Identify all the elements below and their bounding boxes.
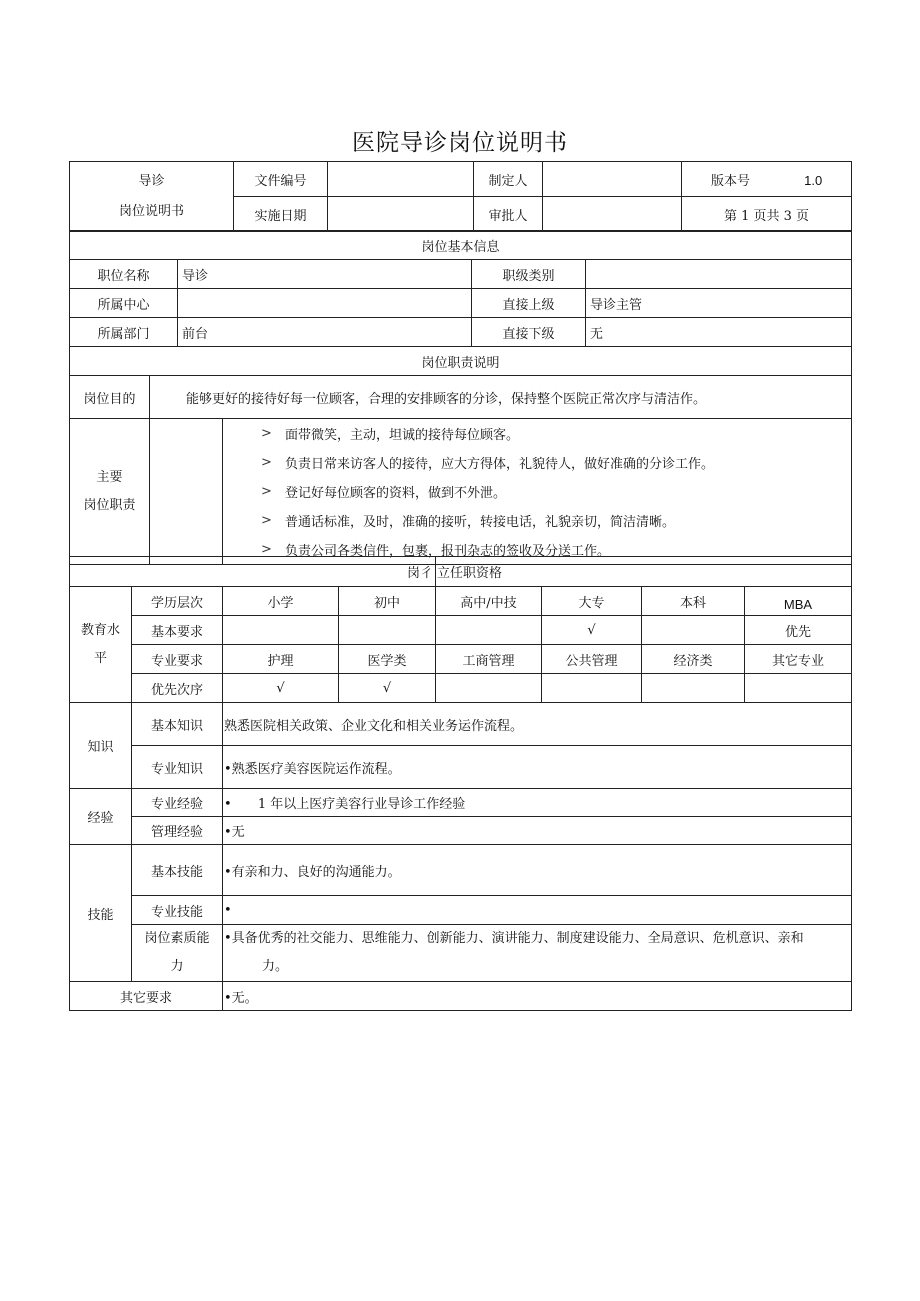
other-value: •无。 [223,982,852,1011]
pro-skill-label: 专业技能 [132,896,223,925]
quality-line-1: •具备优秀的社交能力、思维能力、创新能力、演讲能力、制度建设能力、全局意识、危机意识、亲和 [224,931,804,946]
header-doc-type: 岗位说明书 [118,203,184,219]
duties-title: 岗位职责说明 [70,347,852,376]
date-value [328,197,474,232]
major-cell: 护理 [223,645,339,674]
main-duties-spacer [150,419,223,565]
quality-label-2: 力 [170,959,184,974]
priority-cell [542,674,642,703]
quality-label [132,925,223,982]
duty-text: 负责公司各类信件，包裹，报刊杂志的签收及分送工作。 [285,544,611,559]
basic-skill-value: •有亲和力、良好的沟通能力。 [223,845,852,896]
subordinate-value: 无 [586,318,852,347]
mgmt-exp-label: 管理经验 [132,817,223,845]
duty-item [225,448,849,477]
basic-req-cell [436,616,542,645]
duty-item [225,419,849,448]
quality-label-1: 岗位素质能 [144,931,210,946]
author-label: 制定人 [474,162,543,197]
duties-table [69,346,852,565]
skills-label: 技能 [70,845,132,982]
author-value [543,162,682,197]
main-duties-label [70,419,150,565]
job-name-label: 职位名称 [70,260,178,289]
major-cell: 经济类 [642,645,745,674]
duty-text: 普通话标准，及时，准确的接听，转接电话，礼貌亲切，简洁清晰。 [285,515,676,530]
dept-label: 所属部门 [70,318,178,347]
basic-knowledge-label: 基本知识 [132,703,223,746]
education-table [69,586,852,703]
bullet-arrow-icon: > [261,484,272,499]
subordinate-label: 直接下级 [472,318,586,347]
basic-req-cell [339,616,436,645]
pro-skill-value: • [223,896,852,925]
bullet-arrow-icon: > [261,513,272,528]
superior-label: 直接上级 [472,289,586,318]
major-label: 专业要求 [132,645,223,674]
duty-item [225,477,849,506]
duty-item [225,506,849,535]
education-label [70,587,132,703]
level-cell: 高中/中技 [436,587,542,616]
basic-knowledge-value: 熟悉医院相关政策、企业文化和相关业务运作流程。 [223,703,852,746]
approver-label: 审批人 [474,197,543,232]
center-value [178,289,472,318]
pro-knowledge-label: 专业知识 [132,746,223,789]
quality-value [223,925,852,982]
duty-list [223,419,852,565]
priority-cell: √ [339,674,436,703]
dept-value: 前台 [178,318,472,347]
basic-info-title: 岗位基本信息 [70,231,852,260]
job-level-value [586,260,852,289]
doc-no-label: 文件编号 [234,162,328,197]
bullet-arrow-icon: > [261,426,272,441]
major-cell: 其它专业 [745,645,852,674]
page-info: 第 1 页共 3 页 [682,197,852,232]
pro-exp-label: 专业经验 [132,789,223,817]
basic-req-cell: 优先 [745,616,852,645]
version-cell [682,162,852,197]
version-label: 版本号 [711,173,751,189]
pro-knowledge-value: •熟悉医疗美容医院运作流程。 [223,746,852,789]
basic-req-label: 基本要求 [132,616,223,645]
bullet-arrow-icon: > [261,455,272,470]
job-level-label: 职级类别 [472,260,586,289]
knowledge-label: 知识 [70,703,132,789]
priority-label: 优先次序 [132,674,223,703]
priority-cell [745,674,852,703]
main-duties-label-2: 岗位职责 [83,497,136,513]
major-cell: 工商管理 [436,645,542,674]
superior-value: 导诊主管 [586,289,852,318]
basic-req-cell [642,616,745,645]
main-duties-label-1: 主要 [96,469,123,485]
basic-req-cell: √ [542,616,642,645]
level-cell: 大专 [542,587,642,616]
level-label: 学历层次 [132,587,223,616]
duty-text: 面带微笑，主动，坦诚的接待每位顾客。 [285,428,520,443]
requirements-table [69,702,852,1011]
qualifications-title-a: 岗彳 [70,557,436,587]
purpose-text: 能够更好的接待好每一位顾客，合理的安排顾客的分诊，保持整个医院正常次序与清洁作。 [150,376,852,419]
qualifications-title-table [69,556,852,587]
other-label: 其它要求 [70,982,223,1011]
duty-text: 负责日常来访客人的接待，应大方得体，礼貌待人，做好准确的分诊工作。 [285,457,715,472]
basic-skill-label: 基本技能 [132,845,223,896]
priority-cell: √ [223,674,339,703]
priority-cell [642,674,745,703]
qualifications-title-b: 立任职资格 [436,557,852,587]
header-table [69,161,852,232]
job-name-value: 导诊 [178,260,472,289]
major-cell: 公共管理 [542,645,642,674]
experience-label: 经验 [70,789,132,845]
page-title: 医院导诊岗位说明书 [352,130,568,156]
doc-no-value [328,162,474,197]
priority-cell [436,674,542,703]
pro-exp-value: 1 年以上医疗美容行业导诊工作经验 [257,797,466,812]
header-position-name: 导诊 [138,173,165,189]
version-value: 1.0 [804,172,823,188]
header-position-cell [70,162,234,232]
level-cell: MBA [745,587,852,616]
basic-info-table [69,230,852,347]
education-label-1: 教育水 [80,622,120,638]
level-cell: 小学 [223,587,339,616]
pro-exp-cell [223,789,852,817]
center-label: 所属中心 [70,289,178,318]
major-cell: 医学类 [339,645,436,674]
mgmt-exp-value: •无 [223,817,852,845]
purpose-label: 岗位目的 [70,376,150,419]
level-cell: 本科 [642,587,745,616]
bullet-arrow-icon: > [261,542,272,557]
level-cell: 初中 [339,587,436,616]
basic-req-cell [223,616,339,645]
duty-text: 登记好每位顾客的资料，做到不外泄。 [285,486,507,501]
quality-line-2: 力。 [262,959,289,974]
approver-value [543,197,682,232]
pro-exp-bullet: • [224,797,232,812]
date-label: 实施日期 [234,197,328,232]
education-label-2: 平 [93,650,107,666]
